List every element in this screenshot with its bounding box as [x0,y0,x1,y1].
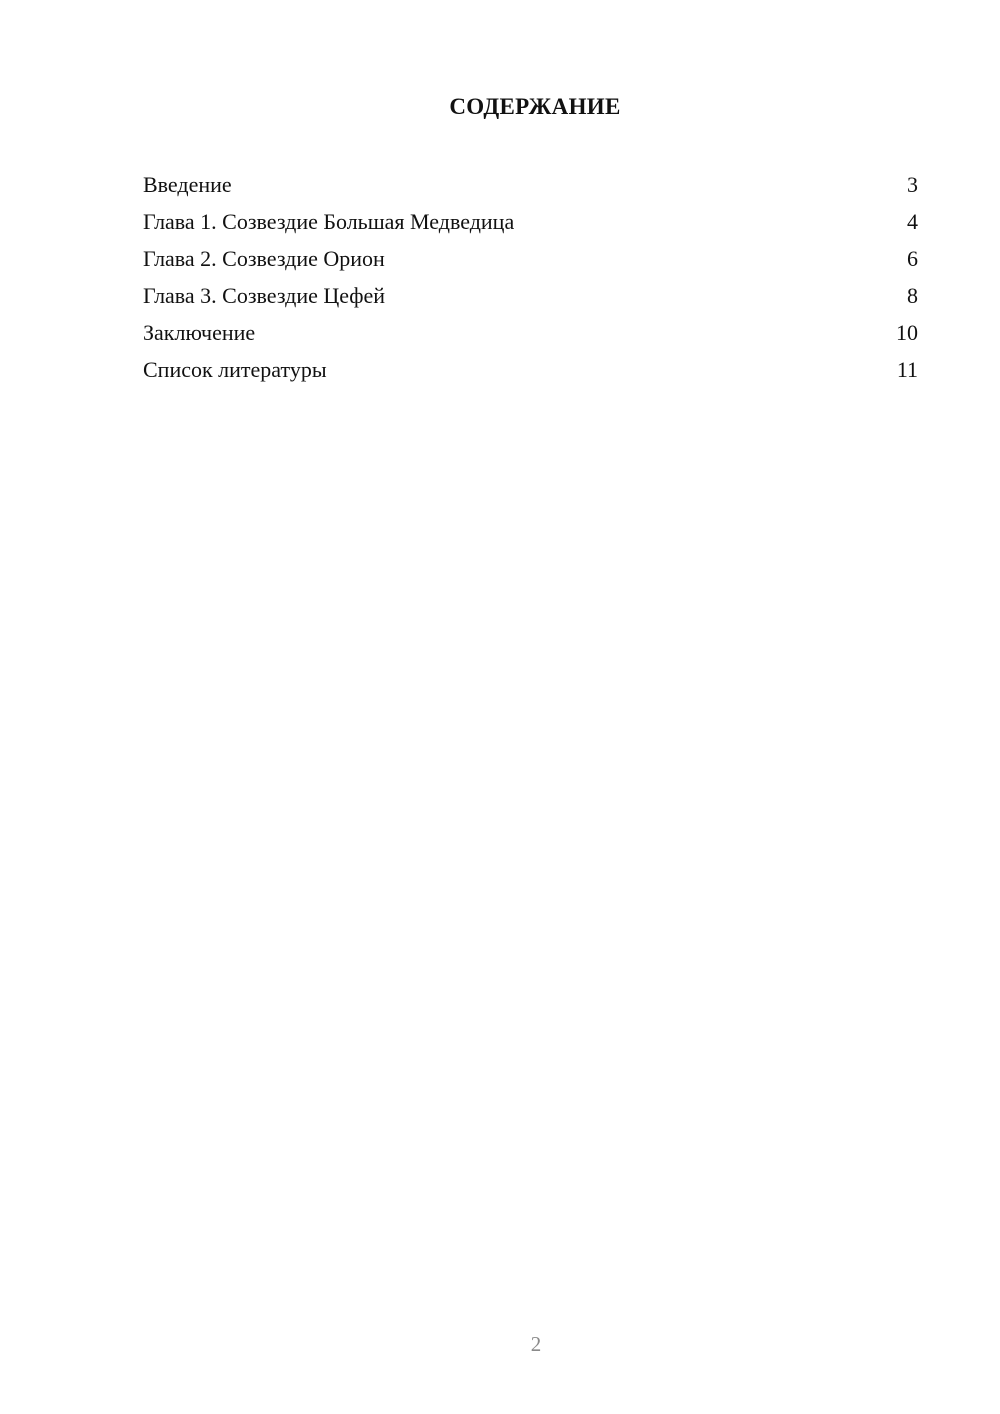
toc-entry-page: 4 [907,209,918,234]
table-of-contents [143,168,918,390]
toc-entry-chapter-1[interactable] [143,205,918,242]
toc-entry-page: 6 [907,246,918,271]
toc-entry-chapter-2[interactable] [143,242,918,279]
page-title: СОДЕРЖАНИЕ [449,94,621,119]
toc-entry-introduction[interactable] [143,168,918,205]
toc-entry-label: Заключение [143,320,256,345]
toc-entry-label: Введение [143,172,232,197]
toc-entry-page: 3 [907,172,918,197]
toc-entry-page: 8 [907,283,918,308]
toc-entry-chapter-3[interactable] [143,279,918,316]
toc-entry-label: Список литературы [143,357,327,382]
page-number: 2 [530,1332,542,1356]
toc-entry-label: Глава 1. Созвездие Большая Медведица [143,209,515,234]
toc-entry-conclusion[interactable] [143,316,918,353]
toc-entry-label: Глава 2. Созвездие Орион [143,246,385,271]
toc-entry-references[interactable] [143,353,918,390]
toc-entry-label: Глава 3. Созвездие Цефей [143,283,386,308]
toc-entry-page: 10 [896,320,918,345]
toc-entry-page: 11 [896,357,918,382]
